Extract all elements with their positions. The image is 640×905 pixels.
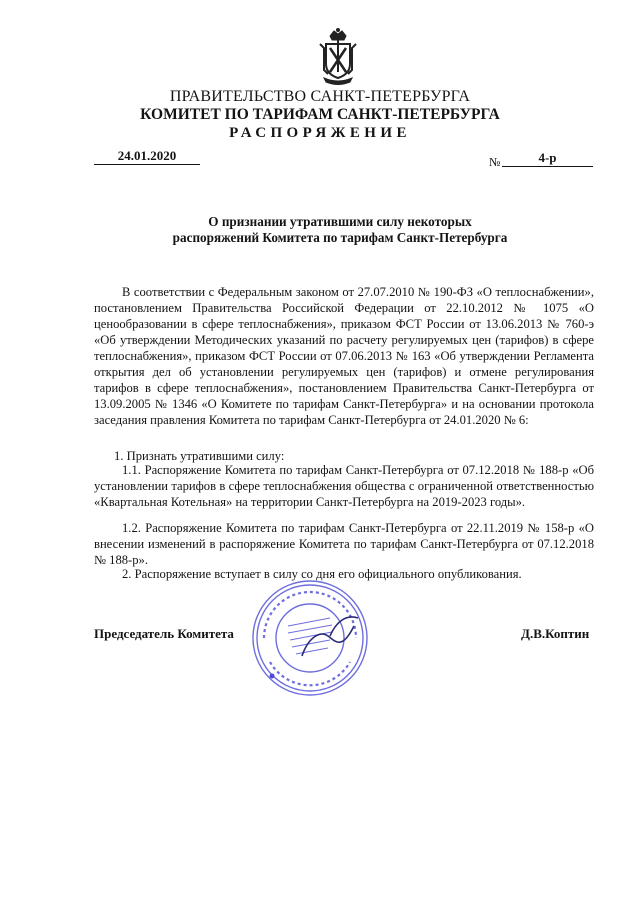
number-label: № [489, 155, 501, 169]
document-type: РАСПОРЯЖЕНИЕ [229, 125, 411, 141]
item-1-1: 1.1. Распоряжение Комитета по тарифам Санкт-Петербурга от 07.12.2018 № 188-р «Об установлении тарифов в сфере теплоснабжения общества с ограниченной ответственностью «Квартальная Котельная» на территории Санкт-Петербурга на 2019-2023 годы». [94, 463, 594, 509]
coat-of-arms-icon [308, 28, 368, 88]
document-subject [120, 214, 560, 246]
official-stamp-icon [250, 578, 370, 698]
signatory-name: Д.В.Коптин [521, 626, 590, 641]
item-2: 2. Распоряжение вступает в силу со дня его официального опубликования. [122, 567, 522, 581]
committee-title: КОМИТЕТ ПО ТАРИФАМ САНКТ-ПЕТЕРБУРГА [140, 106, 500, 123]
document-number: 4-р [502, 150, 593, 167]
document-date: 24.01.2020 [94, 148, 200, 165]
government-title: ПРАВИТЕЛЬСТВО САНКТ-ПЕТЕРБУРГА [169, 88, 471, 105]
preamble-paragraph: В соответствии с Федеральным законом от 27.07.2010 № 190-ФЗ «О теплоснабжении», постановлением Правительства Российской Федерации от 22.10.2012 № 1075 «О ценообразовании в сфере теплоснабжения», приказом ФСТ России от 13.06.2013 № 760-э «Об утверждении Методических указаний по расчету регулируемых цен (тарифов) в сфере теплоснабжения», приказом ФСТ России от 07.06.2013 № 163 «Об утверждении Регламента открытия дел об установлении регулируемых цен (тарифов) и отмене регулирования тарифов в сфере теплоснабжения», постановлением Правительства Санкт-Петербурга от 13.09.2005 № 1346 «О Комитете по тарифам Санкт-Петербурга» и на основании протокола заседания правления Комитета по тарифам Санкт-Петербурга от 24.01.2020 № 6: [94, 285, 594, 427]
item-1: 1. Признать утратившими силу: [114, 449, 285, 463]
item-1-2: 1.2. Распоряжение Комитета по тарифам Санкт-Петербурга от 22.11.2019 № 158-р «О внесении изменений в распоряжение Комитета по тарифам Санкт-Петербурга от 07.12.2018 № 188-р». [94, 521, 594, 567]
subject-line-2: распоряжений Комитета по тарифам Санкт-Петербурга [172, 230, 508, 245]
signatory-position: Председатель Комитета [94, 626, 234, 641]
subject-line-1: О признании утратившими силу некоторых [208, 214, 472, 229]
